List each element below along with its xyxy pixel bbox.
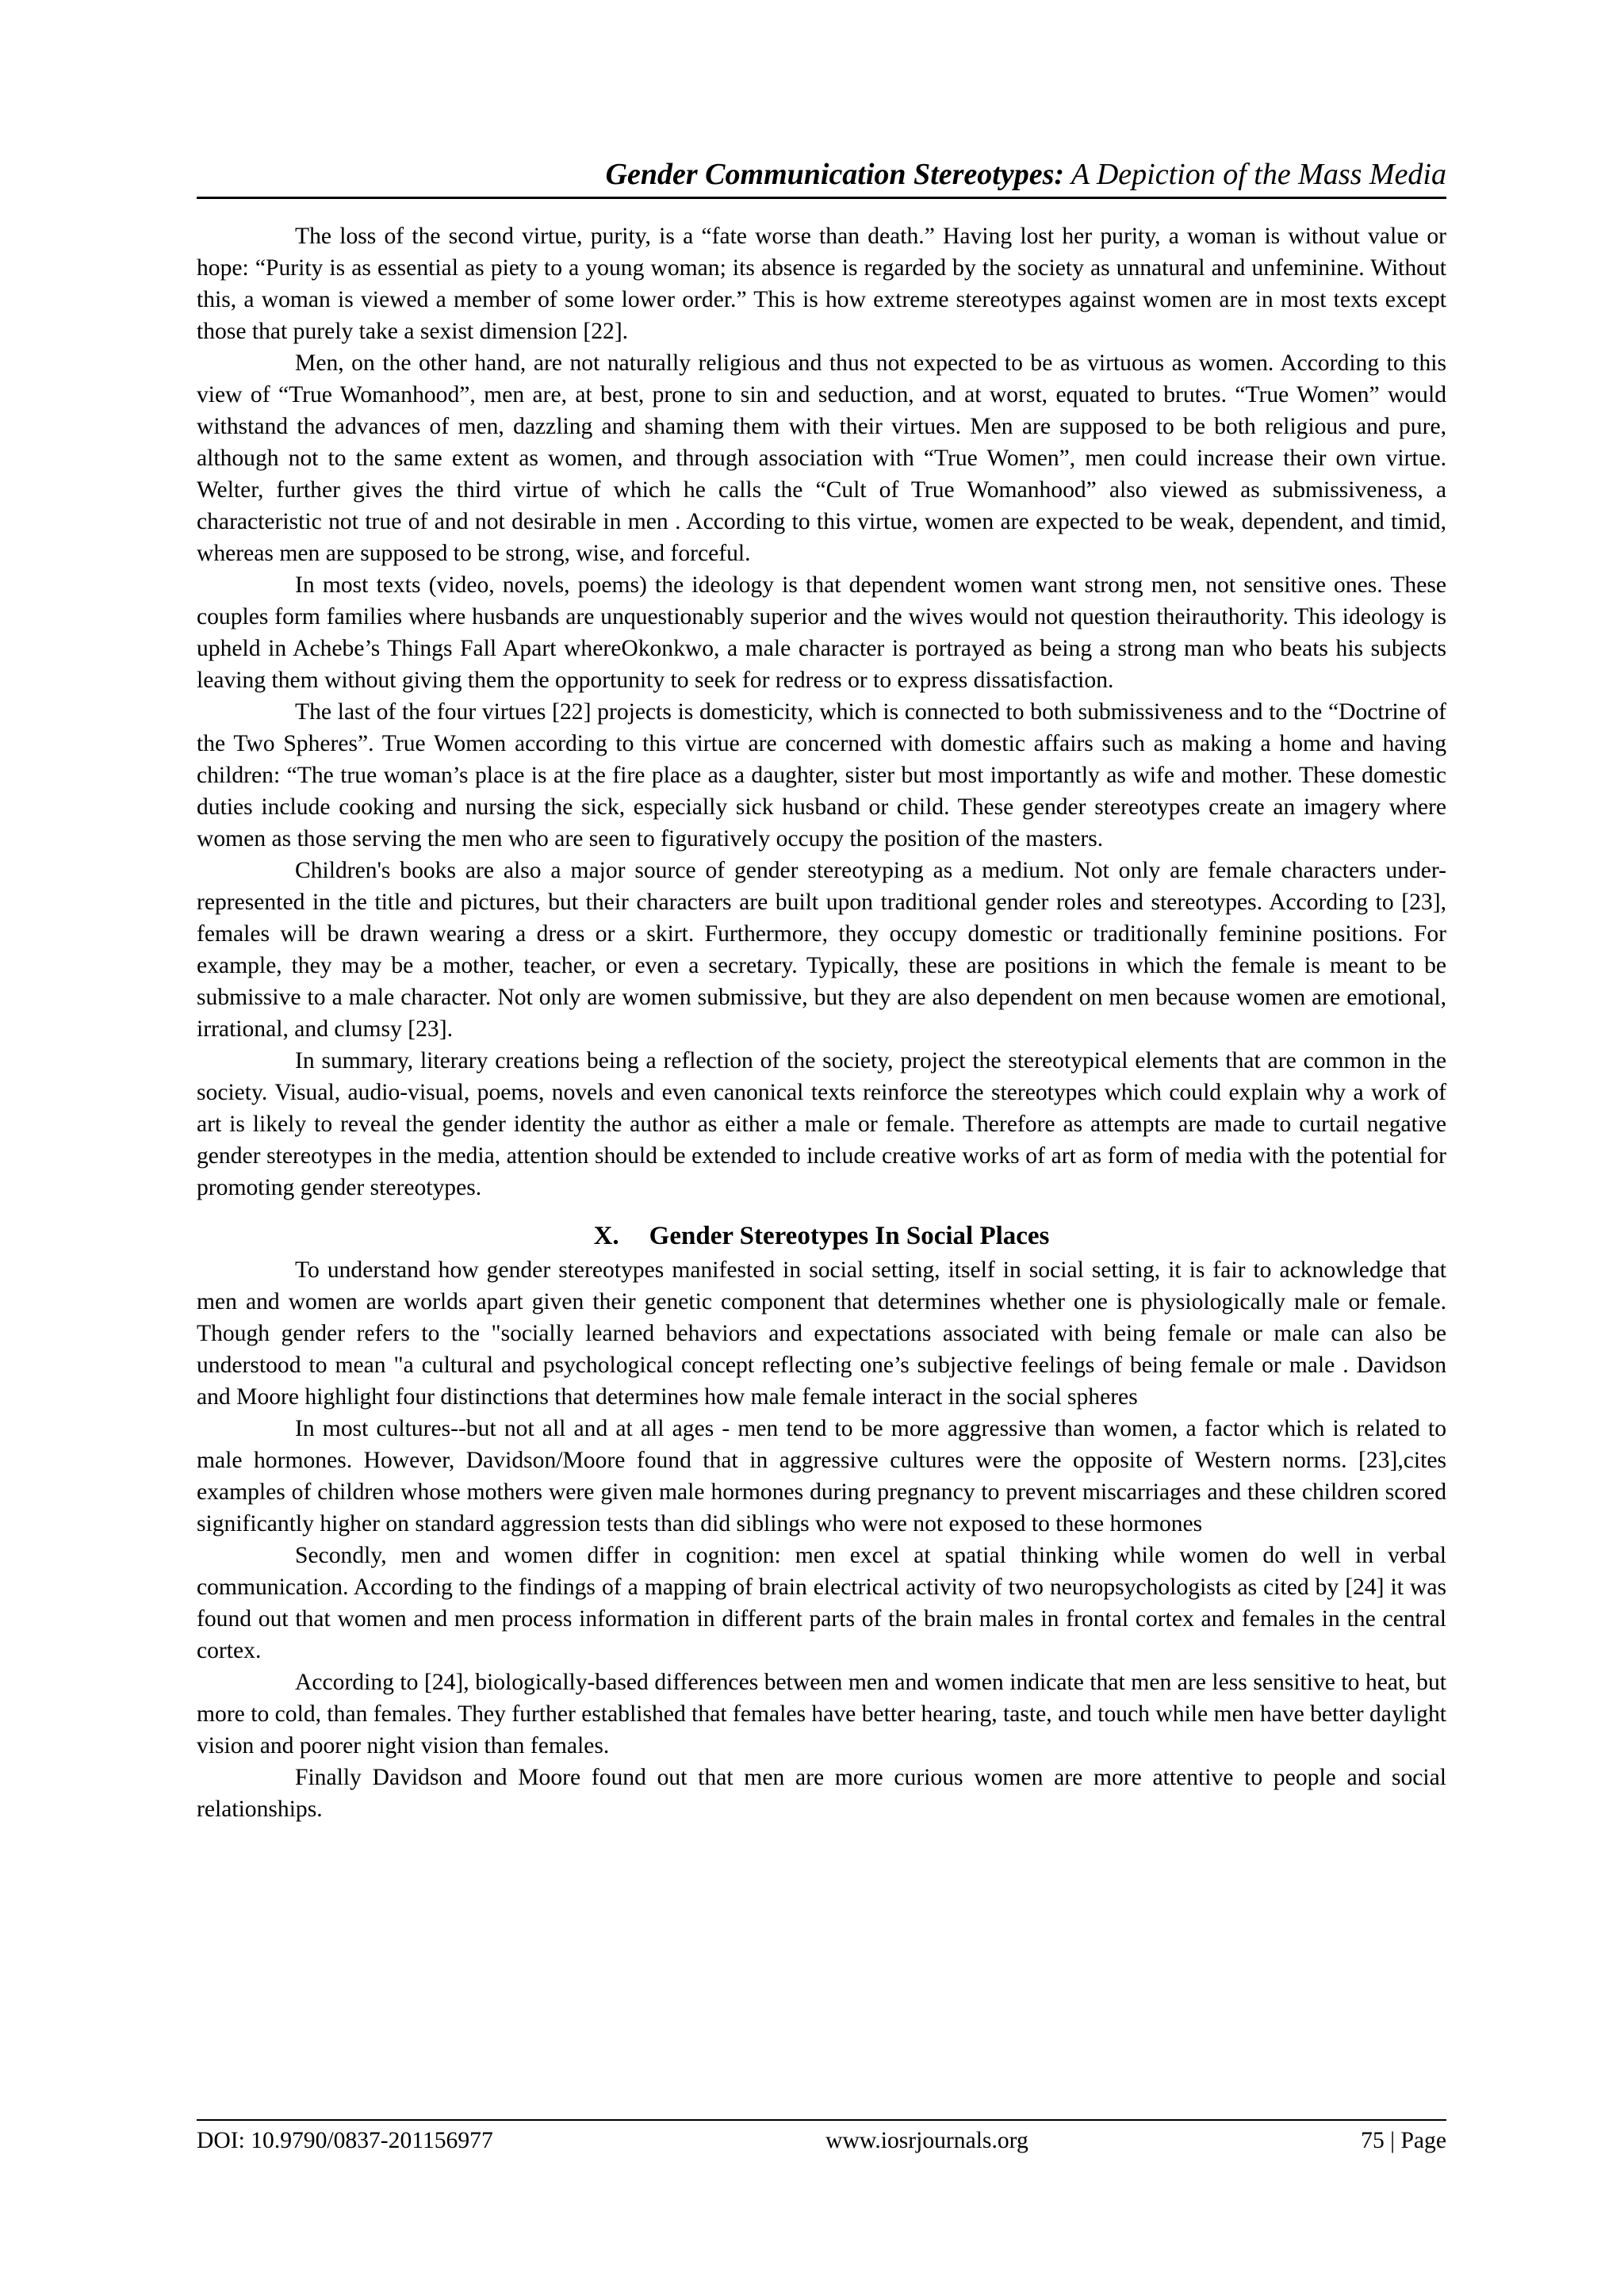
header-title-colon: :	[1054, 158, 1065, 191]
footer-website: www.iosrjournals.org	[825, 2128, 1028, 2153]
paragraph: Children's books are also a major source of gender stereotyping as a medium. Not only are female characters under-represented in the title and pictures, but their characters are built upon traditional gender roles and stereotypes. According to [23], females will be drawn wearing a dress or a skirt. Furthermore, they occupy domestic or traditionally feminine positions. For example, they may be a mother, teacher, or even a secretary. Typically, these are positions in which the female is meant to be submissive to a male character. Not only are women submissive, but they are also dependent on men because women are emotional, irrational, and clumsy [23].	[197, 858, 1446, 1042]
section-number: X.	[593, 1222, 619, 1250]
paragraph: Men, on the other hand, are not naturally religious and thus not expected to be as virtuous as women. According to this view of “True Womanhood”, men are, at best, prone to sin and seduction, and at worst, equated to brutes. “True Women” would withstand the advances of men, dazzling and shaming them with their virtues. Men are supposed to be both religious and pure, although not to the same extent as women, and through association with “True Women”, men could increase their own virtue. Welter, further gives the third virtue of which he calls the “Cult of True Womanhood” also viewed as submissiveness, a characteristic not true of and not desirable in men . According to this virtue, women are expected to be weak, dependent, and timid, whereas men are supposed to be strong, wise, and forceful.	[197, 350, 1446, 566]
page-footer	[197, 2119, 1446, 2156]
header-title-bold: Gender Communication Stereotypes	[605, 158, 1055, 191]
section-title: Gender Stereotypes In Social Places	[649, 1222, 1050, 1250]
paragraph: In summary, literary creations being a reflection of the society, project the stereotypical elements that are common in the society. Visual, audio-visual, poems, novels and even canonical texts reinforce the stereotypes which could explain why a work of art is likely to reveal the gender identity the author as either a male or female. Therefore as attempts are made to curtail negative gender stereotypes in the media, attention should be extended to include creative works of art as form of media with the potential for promoting gender stereotypes.	[197, 1048, 1446, 1200]
paragraph: According to [24], biologically-based differences between men and women indicate that men are less sensitive to heat, but more to cold, than females. They further established that females have better hearing, taste, and touch while men have better daylight vision and poorer night vision than females.	[197, 1670, 1446, 1758]
running-header	[197, 155, 1446, 199]
paragraph: The loss of the second virtue, purity, is a “fate worse than death.” Having lost her purity, a woman is without value or hope: “Purity is as essential as piety to a young woman; its absence is regarded by the society as unnatural and unfeminine. Without this, a woman is viewed a member of some lower order.” This is how extreme stereotypes against women are in most texts except those that purely take a sexist dimension [22].	[197, 224, 1446, 344]
paragraph: To understand how gender stereotypes manifested in social setting, itself in social setting, it is fair to acknowledge that men and women are worlds apart given their genetic component that determines whether one is physiologically male or female. Though gender refers to the "socially learned behaviors and expectations associated with being female or male can also be understood to mean "a cultural and psychological concept reflecting one’s subjective feelings of being female or male . Davidson and Moore highlight four distinctions that determines how male female interact in the social spheres	[197, 1257, 1446, 1410]
footer-doi: DOI: 10.9790/0837-201156977	[197, 2128, 493, 2153]
paragraph: In most texts (video, novels, poems) the ideology is that dependent women want strong men, not sensitive ones. These couples form families where husbands are unquestionably superior and the wives would not question theirauthority. This ideology is upheld in Achebe’s Things Fall Apart whereOkonkwo, a male character is portrayed as being a strong man who beats his subjects leaving them without giving them the opportunity to seek for redress or to express dissatisfaction.	[197, 572, 1446, 693]
header-title-italic: A Depiction of the Mass Media	[1064, 158, 1446, 191]
paragraph: In most cultures--but not all and at all ages - men tend to be more aggressive than women, a factor which is related to male hormones. However, Davidson/Moore found that in aggressive cultures were the opposite of Western norms. [23],cites examples of children whose mothers were given male hormones during pregnancy to prevent miscarriages and these children scored significantly higher on standard aggression tests than did siblings who were not exposed to these hormones	[197, 1416, 1446, 1536]
paragraph: The last of the four virtues [22] projects is domesticity, which is connected to both submissiveness and to the “Doctrine of the Two Spheres”. True Women according to this virtue are concerned with domestic affairs such as making a home and having children: “The true woman’s place is at the fire place as a daughter, sister but most importantly as wife and mother. These domestic duties include cooking and nursing the sick, especially sick husband or child. These gender stereotypes create an imagery where women as those serving the men who are seen to figuratively occupy the position of the masters.	[197, 699, 1446, 851]
section-heading	[197, 1218, 1446, 1254]
footer-page-number: 75 | Page	[1361, 2128, 1446, 2153]
paragraph: Finally Davidson and Moore found out that men are more curious women are more attentive to people and social relationships.	[197, 1765, 1446, 1822]
paragraph: Secondly, men and women differ in cognition: men excel at spatial thinking while women do well in verbal communication. According to the findings of a mapping of brain electrical activity of two neuropsychologists as cited by [24] it was found out that women and men process information in different parts of the brain males in frontal cortex and females in the central cortex.	[197, 1543, 1446, 1663]
article-body	[197, 220, 1446, 1825]
